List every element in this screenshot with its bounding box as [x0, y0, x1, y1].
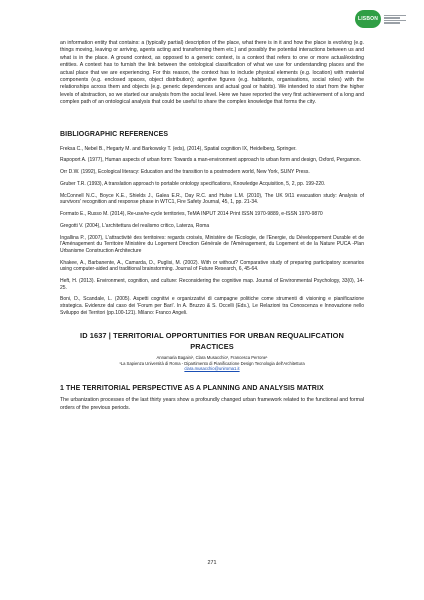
- page-number: 271: [207, 560, 217, 566]
- paper-title: ID 1637 | TERRITORIAL OPPORTUNITIES FOR URBAN REQUALIFCATION PRACTICES: [80, 331, 344, 352]
- reference-item: Rapoport A. (1977), Human aspects of urban form: Towards a man-environment approach to urban form and design, Oxford, Pergamon.: [60, 157, 361, 164]
- reference-item: Ingallina P., (2007), L'attractivité des territoires: regards croisés, Ministère de l'Ecologie, de l'Energie, du Développement Durable et de l'Aménagement du Territoire Ministère du Logement Direction Générale de l'Aménagement, du Logement et de la Nature PUCA -Plan Urbanisme Construction Architecture: [60, 234, 364, 254]
- paper-affiliation: ¹La Sapienza Università di Roma - Dipartimento di Pianificazione Design Tecnologia dell'Architettura: [119, 360, 305, 366]
- section-1-text: The urbanization processes of the last thirty years show a profoundly changed urban framework related to the functional and formal orders of the previous periods.: [60, 397, 364, 411]
- reference-item: Orr D.W. (1992), Ecological literacy: Education and the transition to a postmodern world, New York, SUNY Press.: [60, 169, 310, 176]
- logo-wordmark: [384, 15, 406, 24]
- section-1-heading: 1 THE TERRITORIAL PERSPECTIVE AS A PLANNING AND ANALYSIS MATRIX: [60, 385, 324, 393]
- logo-mark-icon: LISBON: [355, 10, 381, 28]
- reference-item: McConnell N.C., Boyce K.E., Shields J., Galea E.R., Day R.C. and Hulse L.M. (2010), The UK 9/11 evacuation study: Analysis of survivors' recognition and response phase in WTC1, Fire Safety Journal, 45, 1, pp. 21-34.: [60, 192, 364, 206]
- reference-item: Heft, H. (2013). Environment, cognition, and culture: Reconsidering the cognitive map. Journal of Environmental Psychology, 33(0), 14-25.: [60, 278, 364, 291]
- reference-item: Boni, D., Scandale, L. (2005). Aspetti cognitivi e organizzativi di campagne politiche come strumenti di visioning e pianificazione strategica. Evidenze dal caso dei 'Forum per Bari'. In A. Bruzzo & S. Occelli (Eds.), Le Relazioni tra Conoscenza e Innovazione nello Sviluppo dei Territori (pp.100-121). Milano: Franco Angeli.: [60, 296, 364, 316]
- reference-item: Freksa C., Nebel B., Hegarty M. and Barkowsky T. (eds), (2014), Spatial cognition IX, Heidelberg, Springer.: [60, 145, 297, 152]
- paper-authors: Annamaria Bagaini¹, Clara Musacchio¹, Francesca Perrone¹: [156, 355, 268, 361]
- conference-logo: [355, 10, 406, 28]
- intro-paragraph: an information entity that contains: a (typically partial) description of the place, what there is in it and how the place is evolving (e.g. things moving, leaving or arriving, agents acting and transforming them etc.) and possibly the potential interactions between us and what is in the place. A ground context, as opposed to a generic context, is a context that refers to one or more actual/existing entities. A context has to furnish the link between the ontological classification of what we use for understanding places and the actual place that we are experiencing. For this reason, the context has to include physical elements (e.g. location) with material components (e.g. enclosed spaces, object distribution); agentive figures (e.g. habitants, organisations, social roles) with the relationships across them and objects (e.g. generic dependences and actual goal or habits). We intended to start from the higher levels of abstraction, so we started our analysis from the social level. Here we have reported the very first achievement of a long and complex path of an ontological analysis that could be useful to share the complex knowledge that forms the city.: [60, 40, 364, 106]
- bibliography-list: [60, 146, 364, 317]
- reference-item: Gregotti V. (2004), L'architettura del realismo critico, Laterza, Roma: [60, 222, 210, 229]
- reference-item: Khakee, A., Barbanente, A., Camarda, D., Puglisi, M. (2002). With or without? Comparative study of preparing participatory scenarios using computer-aided and traditional brainstorming. Journal of Future Research, 6, 45-64.: [60, 259, 364, 273]
- bibliography-heading: BIBLIOGRAPHIC REFERENCES: [60, 130, 169, 138]
- author-email-link[interactable]: clara.musacchio@uniroma1.it: [184, 366, 240, 372]
- reference-item: Formato E., Russo M. (2014), Re-use/re-cycle territories, TeMA INPUT 2014 Print ISSN 1970-9889, e-ISSN 1970-9870: [60, 211, 323, 218]
- reference-item: Gruber T.R. (1993), A translation approach to portable ontology specifications, Knowledge Acquisition, 5, 2, pp. 199-220.: [60, 181, 326, 187]
